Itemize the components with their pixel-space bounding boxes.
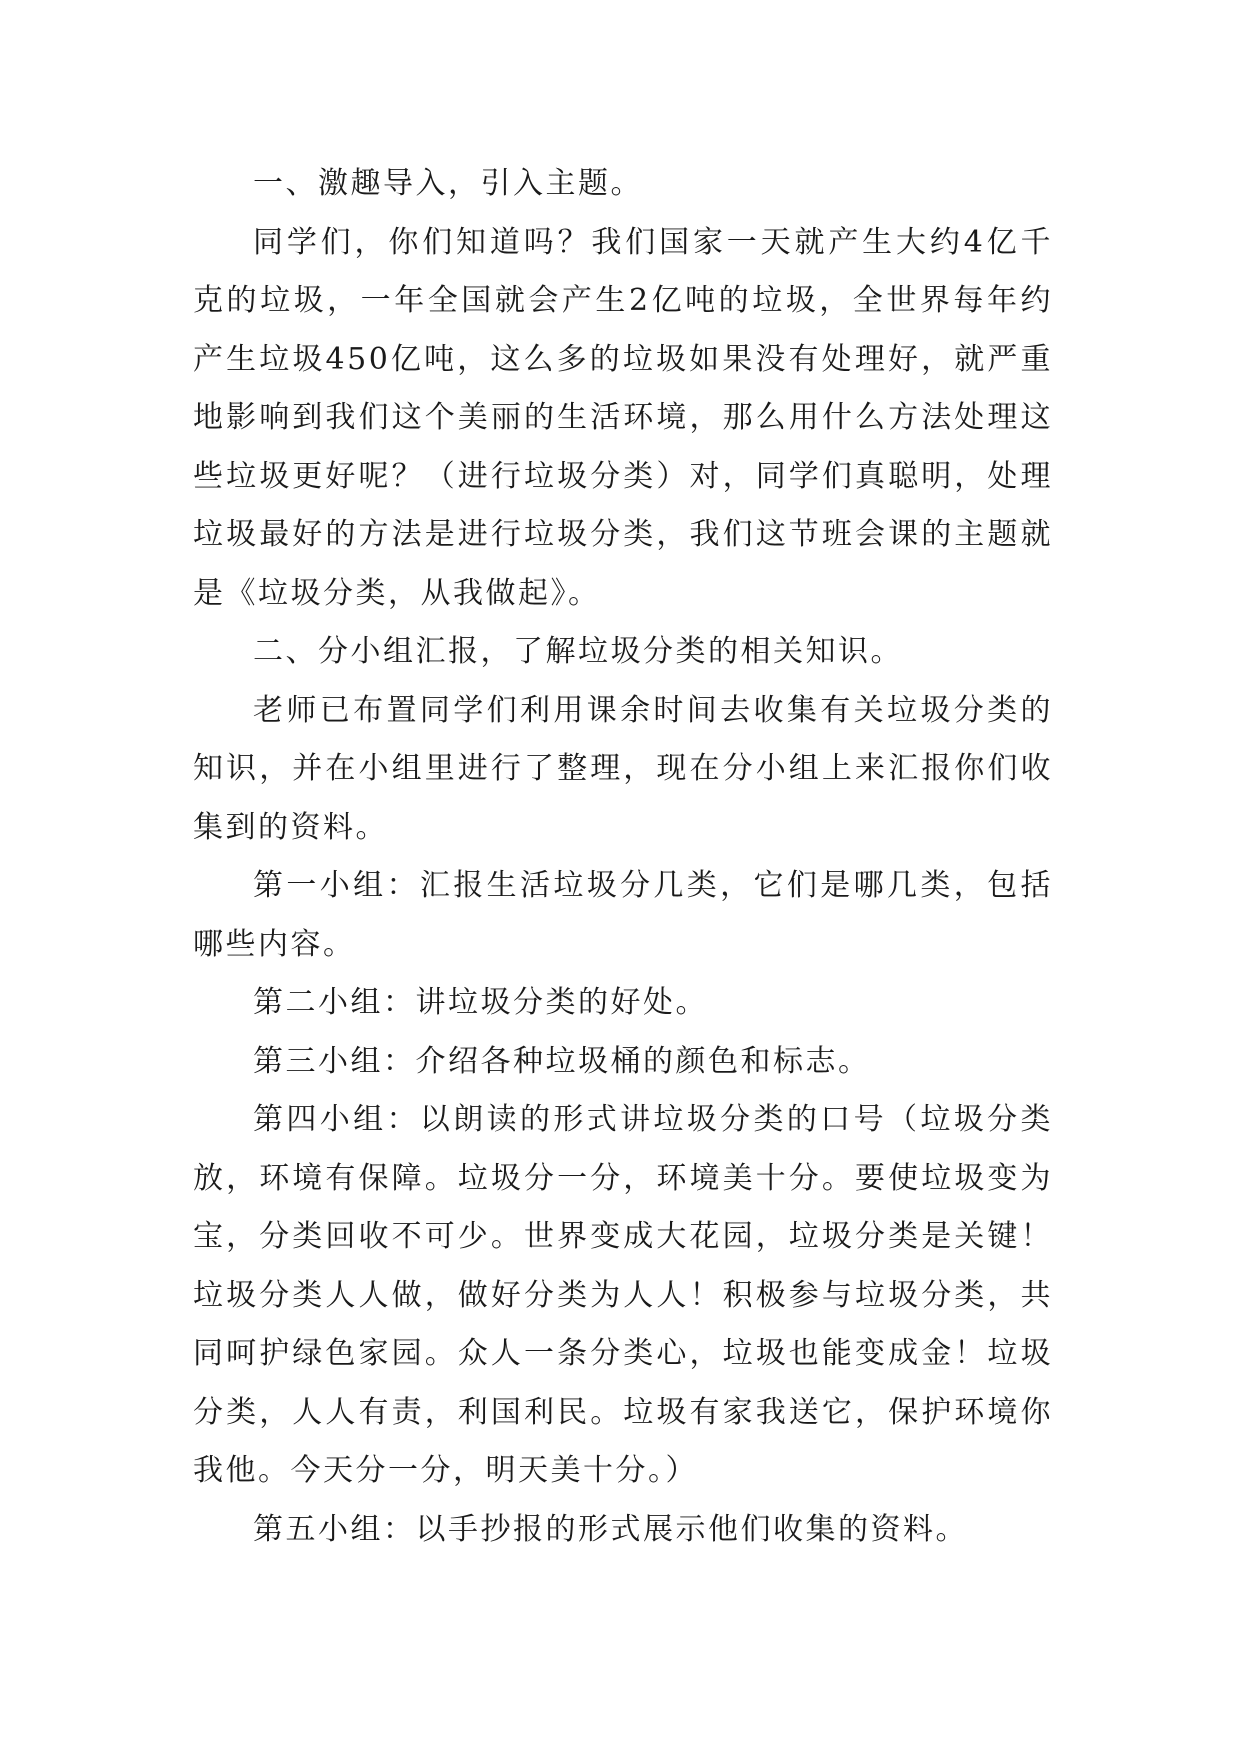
- paragraph-group-2: 第二小组：讲垃圾分类的好处。: [253, 985, 708, 1020]
- paragraph-group-3: 第三小组：介绍各种垃圾桶的颜色和标志。: [253, 1043, 871, 1079]
- paragraph-assignment: 老师已布置同学们利用课余时间去收集有关垃圾分类的知识，并在小组里进行了整理，现在分小组上来汇报你们收集到的资料。: [193, 692, 1053, 845]
- paragraph-group-5: 第五小组：以手抄报的形式展示他们收集的资料。: [253, 1511, 968, 1547]
- paragraph-group-4: 第四小组：以朗读的形式讲垃圾分类的口号（垃圾分类放，环境有保障。垃圾分一分，环境美十分。要使垃圾变为宝，分类回收不可少。世界变成大花园，垃圾分类是关键！垃圾分类人人做，做好分类为人人！积极参与垃圾分类，共同呵护绿色家园。众人一条分类心，垃圾也能变成金！垃圾分类，人人有责，利国利民。垃圾有家我送它，保护环境你我他。今天分一分，明天美十分。）: [193, 1102, 1053, 1488]
- section-heading-1: 一、激趣导入，引入主题。: [253, 166, 643, 201]
- document-body: [193, 155, 1053, 1559]
- paragraph-intro: 同学们，你们知道吗？我们国家一天就产生大约4亿千克的垃圾，一年全国就会产生2亿吨的垃圾，全世界每年约产生垃圾450亿吨，这么多的垃圾如果没有处理好，就严重地影响到我们这个美丽的生活环境，那么用什么方法处理这些垃圾更好呢？（进行垃圾分类）对，同学们真聪明，处理垃圾最好的方法是进行垃圾分类，我们这节班会课的主题就是《垃圾分类，从我做起》。: [193, 224, 1053, 611]
- section-heading-2: 二、分小组汇报，了解垃圾分类的相关知识。: [253, 634, 903, 669]
- paragraph-group-1: 第一小组：汇报生活垃圾分几类，它们是哪几类，包括哪些内容。: [193, 868, 1053, 962]
